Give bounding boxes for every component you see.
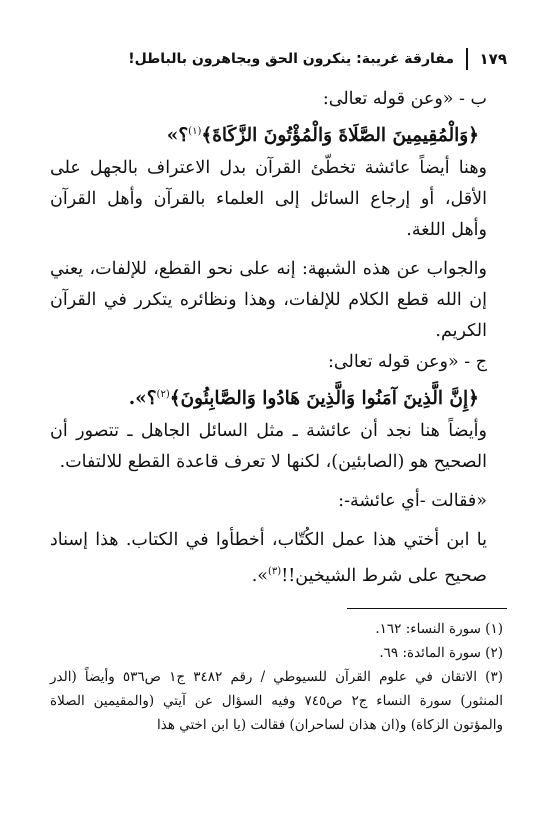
verse-b-end: ؟»: [166, 125, 189, 147]
quote-paragraph: [50, 525, 507, 592]
paragraph-3: وأيضاً هنا نجد أن عائشة ـ مثل السائل الجاهل ـ تتصور أن الصحيح هو (الصابئين)، لكنها لا تعرف قاعدة القطع للالتفات.: [50, 421, 487, 473]
footnote-ref-1: (١): [188, 126, 202, 137]
footnote-ref-3: (٣): [268, 566, 282, 578]
paragraph-1: وهنا أيضاً عائشة تخطّئ القرآن بدل الاعتراف بالجهل على الأقل، أو إرجاع السائل إلى العلماء بالقرآن وأهل القرآن وأهل اللغة.: [50, 158, 487, 241]
verse-j-text: ﴿إِنَّ الَّذِينَ آمَنُوا وَالَّذِينَ هَادُوا وَالصَّابِئُونَ﴾: [169, 388, 479, 410]
book-page: [50, 48, 507, 737]
section-b-intro: ب - «وعن قوله تعالى:: [322, 89, 487, 109]
verse-b-text: ﴿وَالْمُقِيمِينَ الصَّلَاةَ وَالْمُؤْتُونَ الزَّكَاةَ﴾: [201, 125, 479, 147]
footnote-separator: [347, 608, 507, 609]
quote-intro: «فقالت -أي عائشة-:: [338, 491, 487, 512]
header-divider: [466, 48, 468, 70]
section-j-intro: ج - «وعن قوله تعالى:: [328, 352, 487, 373]
footnote-ref-2: (٢): [156, 389, 170, 401]
running-title: مفارقة غريبة: ينكرون الحق ويجاهرون بالباطل!: [128, 51, 455, 67]
quote-text: يا ابن أختي هذا عمل الكُتّاب، أخطأوا في الكتاب. هذا إسناد صحيح على شرط الشيخين!!: [50, 530, 487, 587]
quran-verse-b: [50, 115, 507, 153]
footnote-3: (٣) الاتقان في علوم القرآن للسيوطي / رقم ٣٤٨٢ ج١ ص٥٣٦ وأيضاً (الدر المنثور) سورة النساء ج٢ ص٧٤٥ وفيه السؤال عن آيتي (والمقيمين الصلاة والمؤتون الزكاة) و(ان هذان لساحران) فقالت (يا ابن اختي هذا: [50, 669, 503, 734]
verse-j-end: ؟».: [128, 388, 157, 410]
footnote-1: (١) سورة النساء: ١٦٢.: [375, 621, 503, 638]
paragraph-2: والجواب عن هذه الشبهة: إنه على نحو القطع، للإلفات، يعني إن الله قطع الكلام للإلفات، وهذا ونظائره يتكرر في القرآن الكريم.: [50, 259, 487, 342]
quote-end: ».: [251, 566, 269, 587]
page-number: ١٧٩: [479, 50, 507, 68]
footnote-2: (٢) سورة المائدة: ٦٩.: [379, 645, 503, 662]
page-header: [50, 48, 507, 70]
quran-verse-j: [50, 378, 507, 416]
